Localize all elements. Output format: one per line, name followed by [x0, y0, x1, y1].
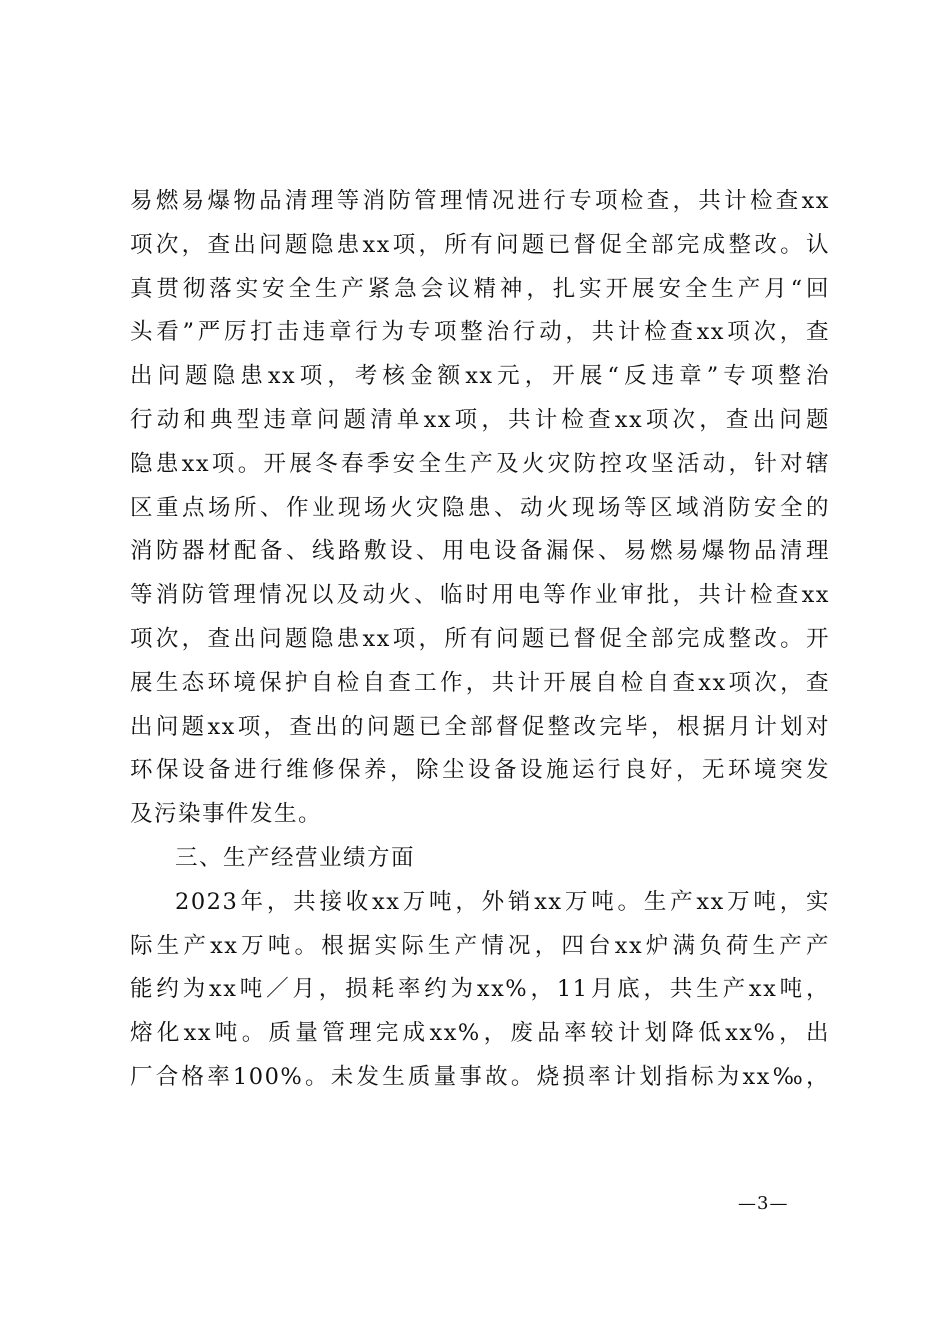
paragraph-1-line: 展生态环境保护自检自查工作，共计开展自检自查xx项次，查 — [130, 669, 830, 696]
paragraph-2-line: 熔化xx吨。质量管理完成xx%，废品率较计划降低xx%，出 — [130, 1020, 830, 1047]
paragraph-2-line: 2023年，共接收xx万吨，外销xx万吨。生产xx万吨，实 — [175, 888, 830, 915]
paragraph-1-line: 等消防管理情况以及动火、临时用电等作业审批，共计检查xx — [130, 582, 830, 609]
paragraph-1-line: 出问题xx项，查出的问题已全部督促整改完毕，根据月计划对 — [130, 713, 830, 740]
paragraph-1-line: 消防器材配备、线路敷设、用电设备漏保、易燃易爆物品清理 — [130, 538, 830, 565]
paragraph-1-line: 环保设备进行维修保养，除尘设备设施运行良好，无环境突发 — [130, 757, 830, 784]
paragraph-2-line: 际生产xx万吨。根据实际生产情况，四台xx炉满负荷生产产 — [130, 932, 830, 959]
paragraph-1-line: 隐患xx项。开展冬春季安全生产及火灾防控攻坚活动，针对辖 — [130, 450, 830, 477]
paragraph-1-line: 项次，查出问题隐患xx项，所有问题已督促全部完成整改。开 — [130, 625, 830, 652]
section-heading: 三、生产经营业绩方面 — [175, 844, 416, 871]
paragraph-1-line: 易燃易爆物品清理等消防管理情况进行专项检查，共计检查xx — [130, 188, 830, 214]
paragraph-1-line: 真贯彻落实安全生产紧急会议精神，扎实开展安全生产月“回 — [130, 275, 830, 302]
paragraph-1-line: 区重点场所、作业现场火灾隐患、动火现场等区域消防安全的 — [130, 494, 830, 521]
page-number: —3— — [738, 1193, 789, 1214]
body-text — [130, 180, 830, 1100]
paragraph-1-line: 及污染事件发生。 — [130, 801, 323, 828]
paragraph-1-line: 出问题隐患xx项，考核金额xx元，开展“反违章”专项整治 — [130, 363, 830, 390]
paragraph-2-line: 能约为xx吨／月，损耗率约为xx%，11月底，共生产xx吨， — [130, 976, 830, 1003]
paragraph-1-line: 头看”严厉打击违章行为专项整治行动，共计检查xx项次，查 — [130, 319, 830, 346]
paragraph-1-line: 行动和典型违章问题清单xx项，共计检查xx项次，查出问题 — [130, 406, 830, 433]
paragraph-2-line: 厂合格率100%。未发生质量事故。烧损率计划指标为xx‰， — [130, 1063, 830, 1090]
paragraph-1-line: 项次，查出问题隐患xx项，所有问题已督促全部完成整改。认 — [130, 231, 830, 258]
